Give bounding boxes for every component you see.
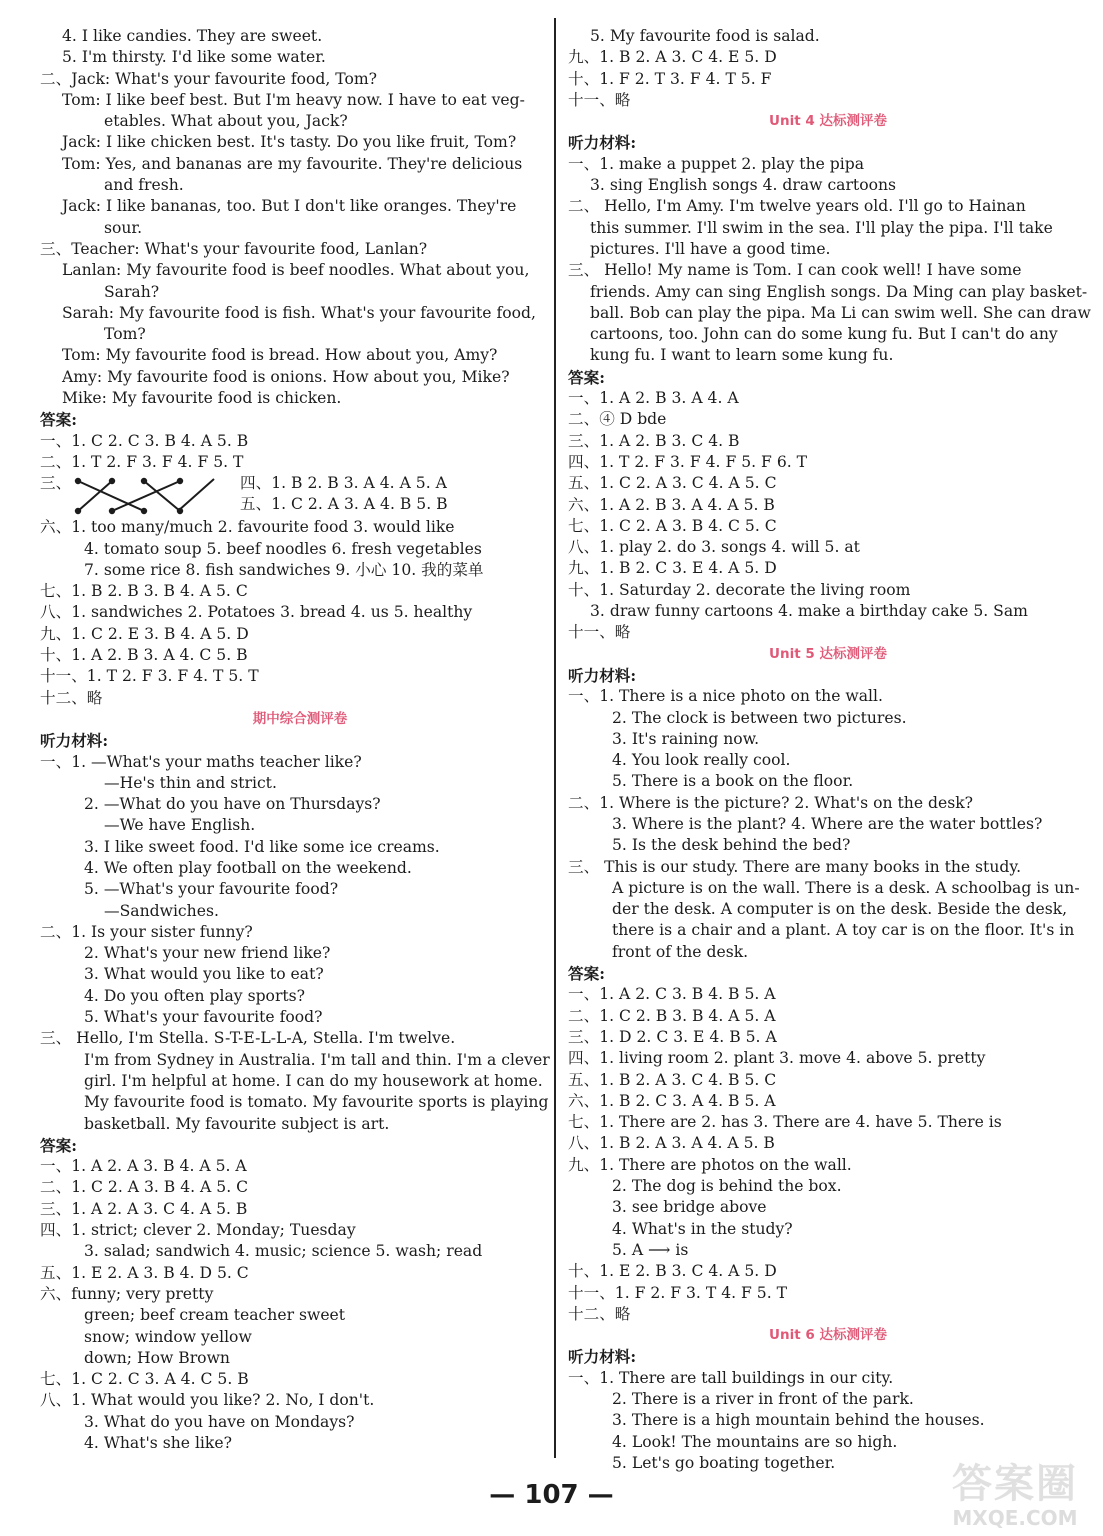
text-line: snow; window yellow	[84, 1327, 252, 1346]
midterm-section-title: 期中综合测评卷	[252, 710, 348, 727]
answer-row-5: 五、1. C 2. A 3. A 4. B 5. B	[240, 495, 448, 514]
text-line: 4. You look really cool.	[612, 751, 791, 770]
matching-answer	[40, 473, 560, 517]
text-line: 4. Look! The mountains are so high.	[612, 1432, 898, 1451]
site-watermark	[935, 1462, 1095, 1530]
watermark-url: MXQE.COM	[952, 1506, 1078, 1530]
text-line: 7. some rice 8. fish sandwiches 9. 小心 10. 我的菜单	[84, 560, 484, 579]
text-line: der the desk. A computer is on the desk. Beside the desk,	[612, 900, 1068, 919]
text-line: 5. I'm thirsty. I'd like some water.	[62, 48, 326, 67]
text-line: 一、1. A 2. A 3. B 4. A 5. A	[40, 1157, 247, 1176]
text-line: Lanlan: My favourite food is beef noodles. What about you,	[62, 261, 530, 280]
text-line: 二、1. Is your sister funny?	[40, 922, 253, 941]
text-line: I'm from Sydney in Australia. I'm tall and thin. I'm a clever	[84, 1050, 550, 1069]
text-line: friends. Amy can sing English songs. Da Ming can play basket-	[590, 282, 1088, 301]
midterm-continued	[568, 26, 1088, 111]
text-line: 九、1. C 2. E 3. B 4. A 5. D	[40, 624, 249, 643]
text-line: 2. There is a river in front of the park.	[612, 1390, 914, 1408]
watermark-logo-text: 答案圈	[952, 1461, 1078, 1507]
text-line: 十、1. E 2. B 3. C 4. A 5. D	[568, 1262, 777, 1281]
text-line: 5. Is the desk behind the bed?	[612, 836, 851, 855]
unit4-content	[568, 132, 1091, 643]
text-line: Amy: My favourite food is onions. How about you, Mike?	[62, 367, 510, 386]
text-line: 六、1. A 2. B 3. A 4. A 5. B	[568, 495, 775, 514]
unit5-section-title: Unit 5 达标测评卷	[769, 645, 887, 662]
text-line: 四、1. living room 2. plant 3. move 4. above 5. pretty	[568, 1049, 986, 1068]
text-line: 5. —What's your favourite food?	[84, 880, 339, 899]
unit6-section-title: Unit 6 达标测评卷	[769, 1327, 887, 1344]
text-line: 3. see bridge above	[612, 1198, 767, 1217]
text-line: 八、1. B 2. A 3. A 4. A 5. B	[568, 1134, 775, 1153]
text-line: this summer. I'll swim in the sea. I'll play the pipa. I'll take	[590, 218, 1053, 237]
text-line: cartoons, too. John can do some kung fu. But I can't do any	[590, 325, 1058, 344]
text-line: ball. Bob can play the pipa. Ma Li can swim well. She can draw	[590, 303, 1091, 322]
text-line: 2. —What do you have on Thursdays?	[84, 795, 381, 814]
text-line: 听力材料:	[568, 1347, 637, 1367]
text-line: 一、1. There are tall buildings in our city.	[568, 1368, 894, 1387]
text-line: 十一、1. F 2. F 3. T 4. F 5. T	[568, 1283, 788, 1302]
text-line: 一、1. C 2. C 3. B 4. A 5. B	[40, 431, 249, 450]
text-line: —We have English.	[104, 816, 256, 835]
answer-row-4: 四、1. B 2. B 3. A 4. A 5. A	[240, 474, 447, 493]
text-line: girl. I'm helpful at home. I can do my housework at home.	[84, 1071, 543, 1090]
text-line: 3. There is a high mountain behind the houses.	[612, 1411, 985, 1430]
text-line: 十、1. A 2. B 3. A 4. C 5. B	[40, 646, 248, 665]
text-line: 5. A ⟶ is	[612, 1240, 689, 1259]
text-line: 五、1. B 2. A 3. C 4. B 5. C	[568, 1070, 777, 1089]
text-line: 八、1. What would you like? 2. No, I don't.	[40, 1391, 375, 1410]
text-line: 答案:	[40, 410, 77, 430]
text-line: 九、1. B 2. C 3. E 4. A 5. D	[568, 559, 777, 578]
text-line: 八、1. sandwiches 2. Potatoes 3. bread 4. us 5. healthy	[40, 603, 473, 622]
match-dot	[76, 479, 80, 483]
text-line: 七、1. C 2. C 3. A 4. C 5. B	[40, 1370, 249, 1389]
text-line: 九、1. There are photos on the wall.	[568, 1155, 852, 1174]
text-line: 3. What would you like to eat?	[84, 965, 324, 984]
text-line: Sarah: My favourite food is fish. What's your favourite food,	[62, 303, 536, 322]
match-dot	[142, 509, 146, 513]
text-line: 听力材料:	[568, 665, 637, 685]
text-line: 九、1. B 2. A 3. C 4. E 5. D	[568, 48, 777, 67]
text-line: 七、1. C 2. A 3. B 4. C 5. C	[568, 516, 777, 535]
match-line	[78, 481, 112, 511]
text-line: 答案:	[40, 1135, 77, 1155]
text-line: 二、1. T 2. F 3. F 4. F 5. T	[40, 452, 244, 471]
text-line: 3. It's raining now.	[612, 729, 760, 748]
text-line: 2. The clock is between two pictures.	[612, 708, 907, 727]
match-dot	[142, 479, 146, 483]
text-line: 三、 This is our study. There are many books in the study.	[568, 857, 1022, 876]
text-line: Tom?	[104, 325, 146, 344]
text-line: 八、1. play 2. do 3. songs 4. will 5. at	[568, 538, 860, 557]
text-line: 四、1. T 2. F 3. F 4. F 5. F 6. T	[568, 452, 808, 471]
text-line: 5. What's your favourite food?	[84, 1008, 323, 1027]
match-dot	[178, 509, 182, 513]
unit5-content	[568, 665, 1088, 1325]
text-line: —Sandwiches.	[104, 901, 219, 920]
text-line: 二、1. C 2. B 3. B 4. A 5. A	[568, 1006, 776, 1025]
unit4-section-title: Unit 4 达标测评卷	[769, 113, 887, 130]
text-line: 十、1. F 2. T 3. F 4. T 5. F	[568, 69, 772, 88]
text-line: 十一、略	[568, 623, 631, 642]
text-line: there is a chair and a plant. A toy car is on the floor. It's in	[612, 921, 1075, 940]
text-line: 二、1. C 2. A 3. B 4. A 5. C	[40, 1178, 249, 1197]
text-line: 5. There is a book on the floor.	[612, 772, 854, 791]
text-line: 五、1. C 2. A 3. C 4. A 5. C	[568, 474, 777, 493]
text-line: 六、funny; very pretty	[40, 1284, 214, 1303]
match-line	[178, 479, 214, 511]
matching-label: 三、	[40, 474, 72, 493]
text-line: Tom: Yes, and bananas are my favourite. They're delicious	[62, 154, 523, 173]
text-line: —He's thin and strict.	[104, 773, 277, 792]
text-line: 4. tomato soup 5. beef noodles 6. fresh vegetables	[84, 539, 482, 558]
text-line: 十、1. Saturday 2. decorate the living room	[568, 580, 911, 599]
match-dot	[178, 479, 182, 483]
unit3-answers	[40, 517, 560, 709]
text-line: My favourite food is tomato. My favourite sports is playing	[84, 1093, 549, 1112]
text-line: front of the desk.	[612, 942, 749, 961]
text-line: 一、1. A 2. C 3. B 4. B 5. A	[568, 985, 776, 1004]
text-line: 五、1. E 2. A 3. B 4. D 5. C	[40, 1263, 249, 1282]
text-line: 3. salad; sandwich 4. music; science 5. wash; read	[84, 1242, 483, 1261]
match-line	[78, 481, 144, 511]
text-line: 答案:	[568, 367, 605, 387]
text-line: 十二、略	[568, 1304, 631, 1323]
text-line: Jack: I like chicken best. It's tasty. Do you like fruit, Tom?	[62, 133, 517, 152]
text-line: 十二、略	[40, 688, 103, 707]
text-line: 三、1. A 2. A 3. C 4. A 5. B	[40, 1199, 248, 1218]
text-line: Sarah?	[104, 282, 160, 301]
text-line: 4. I like candies. They are sweet.	[62, 27, 323, 45]
text-line: 5. My favourite food is salad.	[590, 27, 820, 45]
text-line: 2. The dog is behind the box.	[612, 1177, 842, 1196]
text-line: 十一、1. T 2. F 3. F 4. T 5. T	[40, 667, 259, 686]
text-line: Tom: My favourite food is bread. How about you, Amy?	[62, 346, 498, 365]
left-column	[40, 26, 560, 1454]
text-line: 三、1. D 2. C 3. E 4. B 5. A	[568, 1027, 777, 1046]
text-line: 3. What do you have on Mondays?	[84, 1412, 355, 1431]
text-line: 3. draw funny cartoons 4. make a birthday cake 5. Sam	[590, 602, 1028, 621]
midterm-content	[40, 730, 560, 1454]
match-line	[144, 481, 180, 511]
matching-lines-diagram	[72, 473, 222, 517]
text-line: pictures. I'll have a good time.	[590, 239, 831, 258]
match-dot	[110, 509, 114, 513]
text-line: 听力材料:	[40, 731, 109, 751]
text-line: 三、 Hello! My name is Tom. I can cook well! I have some	[568, 261, 1022, 280]
unit3-listening-script	[40, 26, 560, 473]
text-line: etables. What about you, Jack?	[104, 112, 348, 131]
text-line: 4. What's in the study?	[612, 1219, 793, 1238]
text-line: 二、④ D bde	[568, 410, 667, 429]
text-line: Mike: My favourite food is chicken.	[62, 389, 342, 408]
text-line: 六、1. B 2. C 3. A 4. B 5. A	[568, 1091, 776, 1110]
text-line: Tom: I like beef best. But I'm heavy now. I have to eat veg-	[62, 90, 525, 109]
text-line: 一、1. make a puppet 2. play the pipa	[568, 154, 865, 173]
text-line: 5. Let's go boating together.	[612, 1453, 836, 1472]
text-line: 听力材料:	[568, 133, 637, 153]
text-line: 4. What's she like?	[84, 1434, 232, 1452]
text-line: kung fu. I want to learn some kung fu.	[590, 346, 894, 365]
text-line: 3. Where is the plant? 4. Where are the water bottles?	[612, 814, 1043, 833]
text-line: sour.	[104, 218, 143, 237]
text-line: 七、1. There are 2. has 3. There are 4. have 5. There is	[568, 1113, 1002, 1132]
text-line: 一、1. There is a nice photo on the wall.	[568, 687, 883, 706]
text-line: A picture is on the wall. There is a desk. A schoolbag is un-	[612, 878, 1080, 897]
text-line: Jack: I like bananas, too. But I don't like oranges. They're	[62, 197, 517, 216]
text-line: 三、Teacher: What's your favourite food, Lanlan?	[40, 239, 428, 258]
text-line: 三、 Hello, I'm Stella. S-T-E-L-L-A, Stella. I'm twelve.	[40, 1029, 456, 1048]
text-line: basketball. My favourite subject is art.	[84, 1114, 390, 1133]
text-line: 二、Jack: What's your favourite food, Tom?	[40, 69, 378, 88]
text-line: 2. What's your new friend like?	[84, 944, 331, 963]
text-line: 二、1. Where is the picture? 2. What's on the desk?	[568, 793, 974, 812]
text-line: 一、1. A 2. B 3. A 4. A	[568, 389, 739, 408]
match-dot	[110, 479, 114, 483]
text-line: 4. Do you often play sports?	[84, 986, 306, 1005]
text-line: 3. I like sweet food. I'd like some ice creams.	[84, 837, 440, 856]
text-line: 三、1. A 2. B 3. C 4. B	[568, 431, 740, 450]
text-line: 一、1. —What's your maths teacher like?	[40, 752, 362, 771]
text-line: 二、 Hello, I'm Amy. I'm twelve years old. I'll go to Hainan	[568, 197, 1026, 216]
page-number: — 107 —	[489, 1480, 614, 1510]
match-line	[112, 481, 180, 511]
text-line: down; How Brown	[84, 1348, 230, 1367]
text-line: 答案:	[568, 964, 605, 984]
text-line: 3. sing English songs 4. draw cartoons	[590, 176, 897, 195]
text-line: 十一、略	[568, 90, 631, 109]
unit6-content	[568, 1346, 1088, 1474]
text-line: 4. We often play football on the weekend.	[84, 858, 412, 877]
text-line: and fresh.	[104, 176, 184, 195]
text-line: 七、1. B 2. B 3. B 4. A 5. C	[40, 582, 248, 601]
match-dot	[76, 509, 80, 513]
right-column	[568, 26, 1091, 1474]
text-line: green; beef cream teacher sweet	[84, 1306, 346, 1325]
text-line: 六、1. too many/much 2. favourite food 3. would like	[40, 518, 455, 537]
text-line: 四、1. strict; clever 2. Monday; Tuesday	[40, 1221, 356, 1240]
